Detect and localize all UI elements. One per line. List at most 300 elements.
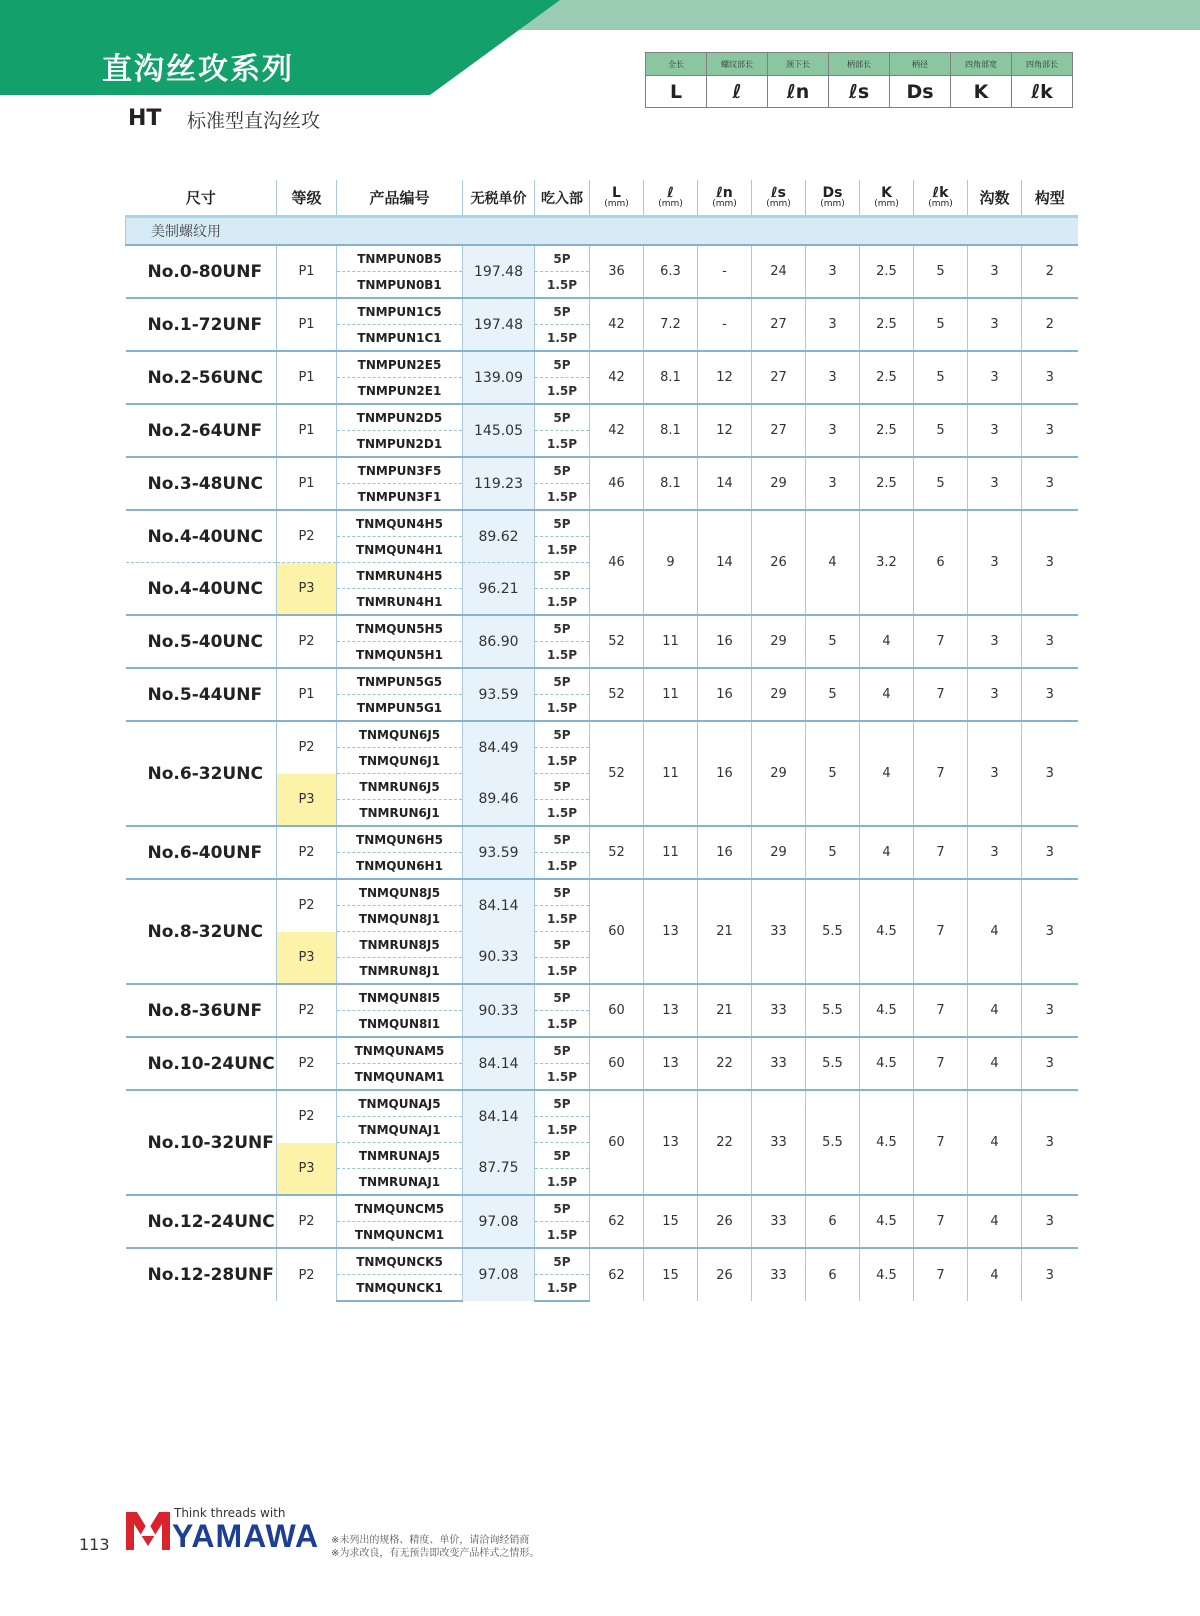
table-row [126,1090,1078,1117]
size-cell: No.2-56UNC [126,351,277,404]
dim-K: 2.5 [860,457,914,510]
dim-Ds: 5.5 [806,984,860,1037]
dim-L: 62 [590,1248,644,1301]
dim-Ds: 3 [806,404,860,457]
part-number: TNMRUN8J1 [337,958,463,985]
flutes-cell: 3 [968,245,1022,298]
grade-cell: P3 [277,1143,337,1196]
size-cell: No.10-32UNF [126,1090,277,1195]
bite-cell: 5P [535,298,590,325]
dim-lk: 7 [914,668,968,721]
part-number: TNMQUNAJ1 [337,1117,463,1143]
flutes-cell: 3 [968,668,1022,721]
grade-cell: P1 [277,404,337,457]
table-row [126,1248,1078,1275]
bite-cell: 1.5P [535,695,590,722]
dim-K: 4.5 [860,1195,914,1248]
price-cell: 197.48 [463,245,535,298]
type-cell: 3 [1022,1037,1078,1090]
flutes-cell: 4 [968,1037,1022,1090]
bite-cell: 1.5P [535,431,590,458]
part-number: TNMQUNAM5 [337,1037,463,1064]
part-number: TNMQUN5H5 [337,615,463,642]
table-row [126,351,1078,378]
type-cell: 3 [1022,1248,1078,1301]
part-number: TNMQUNCM1 [337,1222,463,1249]
dim-K: 4.5 [860,1248,914,1301]
table-row [126,457,1078,484]
part-number: TNMQUN8I1 [337,1011,463,1038]
price-cell: 90.33 [463,932,535,985]
header-grade: 等级 [277,180,337,217]
dim-ls: 29 [752,826,806,879]
dim-lk: 7 [914,1248,968,1301]
flutes-cell: 4 [968,1248,1022,1301]
part-number: TNMPUN2E5 [337,351,463,378]
dim-ln: 26 [698,1195,752,1248]
grade-cell: P2 [277,510,337,563]
dim-ls: 33 [752,1037,806,1090]
part-number: TNMRUNAJ5 [337,1143,463,1169]
part-number: TNMQUNAM1 [337,1064,463,1091]
part-number: TNMQUN5H1 [337,642,463,669]
dim-ln: 22 [698,1090,752,1195]
dim-l: 6.3 [644,245,698,298]
part-number: TNMQUN6H5 [337,826,463,853]
size-cell: No.4-40UNC [126,563,277,616]
dim-lk: 7 [914,984,968,1037]
dim-l: 15 [644,1195,698,1248]
yamawa-logo-icon [126,1512,170,1550]
bite-cell: 1.5P [535,748,590,774]
type-cell: 3 [1022,826,1078,879]
bite-cell: 5P [535,1037,590,1064]
flutes-cell: 3 [968,298,1022,351]
part-number: TNMPUN0B5 [337,245,463,272]
dim-K: 4 [860,615,914,668]
bite-cell: 1.5P [535,1011,590,1038]
grade-cell: P3 [277,932,337,985]
part-number: TNMQUNAJ5 [337,1090,463,1117]
dim-l: 11 [644,826,698,879]
bite-cell: 5P [535,1090,590,1117]
dim-K: 4 [860,721,914,826]
part-number: TNMPUN2D1 [337,431,463,458]
dim-Ds: 3 [806,457,860,510]
size-cell: No.5-40UNC [126,615,277,668]
type-cell: 3 [1022,457,1078,510]
bite-cell: 1.5P [535,1275,590,1302]
dim-K: 4.5 [860,1037,914,1090]
flutes-cell: 3 [968,510,1022,615]
spec-table [125,180,1078,1302]
dim-L: 42 [590,351,644,404]
part-number: TNMQUN6H1 [337,853,463,880]
page-number: 113 [79,1535,110,1554]
dim-l: 13 [644,1090,698,1195]
flutes-cell: 3 [968,721,1022,826]
dim-lk: 5 [914,298,968,351]
table-row [126,826,1078,853]
bite-cell: 1.5P [535,958,590,985]
price-cell: 145.05 [463,404,535,457]
dim-ls: 27 [752,404,806,457]
dim-ln: 16 [698,668,752,721]
part-number: TNMRUN6J5 [337,774,463,800]
dim-Ds: 4 [806,510,860,615]
bite-cell: 1.5P [535,325,590,352]
price-cell: 86.90 [463,615,535,668]
table-row [126,245,1078,272]
part-number: TNMRUN4H5 [337,563,463,589]
bite-cell: 1.5P [535,800,590,827]
type-cell: 3 [1022,721,1078,826]
table-row [126,298,1078,325]
header-price: 无税单价 [463,180,535,217]
bite-cell: 5P [535,1143,590,1169]
dim-l: 13 [644,984,698,1037]
bite-cell: 5P [535,457,590,484]
grade-cell: P1 [277,351,337,404]
grade-cell: P1 [277,668,337,721]
legend-symbol: K [951,76,1012,108]
grade-cell: P2 [277,1090,337,1143]
header-L: L (mm) [590,180,644,217]
table-row [126,1037,1078,1064]
dim-L: 52 [590,826,644,879]
dim-K: 4.5 [860,879,914,984]
price-cell: 84.14 [463,879,535,932]
size-cell: No.1-72UNF [126,298,277,351]
dim-Ds: 3 [806,351,860,404]
dim-L: 60 [590,984,644,1037]
bite-cell: 1.5P [535,272,590,299]
header-type: 构型 [1022,180,1078,217]
legend-label: 柄部长 [829,53,890,76]
legend-symbol: Ds [890,76,951,108]
legend-symbol: ℓs [829,76,890,108]
dim-ln: 26 [698,1248,752,1301]
dim-lk: 7 [914,879,968,984]
price-cell: 93.59 [463,668,535,721]
header-bite: 吃入部 [535,180,590,217]
bite-cell: 1.5P [535,642,590,669]
bite-cell: 1.5P [535,1169,590,1196]
bite-cell: 1.5P [535,537,590,563]
dim-L: 52 [590,721,644,826]
dim-ln: 14 [698,510,752,615]
type-cell: 3 [1022,668,1078,721]
size-cell: No.0-80UNF [126,245,277,298]
dim-l: 11 [644,615,698,668]
footer-note: ※未列出的规格、精度、单价，请洽询经销商 [331,1535,530,1546]
part-number: TNMQUNCK1 [337,1275,463,1302]
header-flutes: 沟数 [968,180,1022,217]
price-cell: 139.09 [463,351,535,404]
dim-ln: 14 [698,457,752,510]
part-number: TNMRUN8J5 [337,932,463,958]
part-number: TNMPUN1C1 [337,325,463,352]
series-name: 标准型直沟丝攻 [187,110,321,132]
part-number: TNMRUN4H1 [337,589,463,616]
bite-cell: 5P [535,351,590,378]
dim-Ds: 5 [806,721,860,826]
dim-l: 7.2 [644,298,698,351]
part-number: TNMPUN3F5 [337,457,463,484]
dim-l: 9 [644,510,698,615]
bite-cell: 5P [535,932,590,958]
part-number: TNMQUN4H5 [337,510,463,537]
table-row [126,984,1078,1011]
dim-ls: 33 [752,984,806,1037]
dim-l: 11 [644,668,698,721]
price-cell: 119.23 [463,457,535,510]
dim-lk: 7 [914,721,968,826]
flutes-cell: 3 [968,404,1022,457]
price-cell: 89.62 [463,510,535,563]
flutes-cell: 3 [968,457,1022,510]
bite-cell: 5P [535,984,590,1011]
size-cell: No.8-32UNC [126,879,277,984]
bite-cell: 5P [535,879,590,906]
part-number: TNMQUNCK5 [337,1248,463,1275]
size-cell: No.4-40UNC [126,510,277,563]
series-code: HT [128,106,162,131]
type-cell: 2 [1022,298,1078,351]
dim-ln: 22 [698,1037,752,1090]
part-number: TNMPUN2E1 [337,378,463,405]
dim-L: 62 [590,1195,644,1248]
bite-cell: 5P [535,774,590,800]
dim-L: 36 [590,245,644,298]
bite-cell: 5P [535,1195,590,1222]
dim-Ds: 3 [806,298,860,351]
part-number: TNMQUN6J1 [337,748,463,774]
part-number: TNMPUN2D5 [337,404,463,431]
dim-K: 2.5 [860,245,914,298]
flutes-cell: 4 [968,879,1022,984]
legend-label: 四角部宽 [951,53,1012,76]
price-cell: 93.59 [463,826,535,879]
dim-Ds: 5.5 [806,1090,860,1195]
part-number: TNMQUNCM5 [337,1195,463,1222]
size-cell: No.5-44UNF [126,668,277,721]
price-cell: 89.46 [463,774,535,827]
dim-ln: - [698,298,752,351]
price-cell: 96.21 [463,563,535,616]
dim-ls: 33 [752,879,806,984]
grade-cell: P2 [277,721,337,774]
price-cell: 90.33 [463,984,535,1037]
size-cell: No.12-24UNC [126,1195,277,1248]
bite-cell: 5P [535,668,590,695]
part-number: TNMRUNAJ1 [337,1169,463,1196]
type-cell: 3 [1022,351,1078,404]
price-cell: 97.08 [463,1195,535,1248]
dim-ln: 12 [698,404,752,457]
part-number: TNMPUN5G5 [337,668,463,695]
dim-ln: 16 [698,721,752,826]
dim-lk: 7 [914,1090,968,1195]
bite-cell: 1.5P [535,853,590,880]
header-K: K (mm) [860,180,914,217]
dim-K: 4.5 [860,984,914,1037]
grade-cell: P2 [277,1248,337,1301]
size-cell: No.6-32UNC [126,721,277,826]
bite-cell: 1.5P [535,1064,590,1091]
legend-symbol: ℓk [1012,76,1073,108]
legend-symbol: ℓn [768,76,829,108]
section-label: 美制螺纹用 [126,217,1078,246]
table-row [126,879,1078,906]
bite-cell: 5P [535,245,590,272]
grade-cell: P2 [277,879,337,932]
dim-ls: 26 [752,510,806,615]
brand-name: YAMAWA [172,1518,320,1554]
part-number: TNMQUN4H1 [337,537,463,563]
dim-l: 8.1 [644,457,698,510]
dim-L: 60 [590,1037,644,1090]
size-cell: No.8-36UNF [126,984,277,1037]
header-lk: ℓk (mm) [914,180,968,217]
grade-cell: P1 [277,457,337,510]
dim-ln: - [698,245,752,298]
dim-lk: 5 [914,457,968,510]
dim-K: 4 [860,668,914,721]
flutes-cell: 4 [968,1090,1022,1195]
dim-ln: 16 [698,826,752,879]
dim-Ds: 5.5 [806,879,860,984]
price-cell: 97.08 [463,1248,535,1301]
footer-note: ※为求改良，有无预告即改变产品样式之情形。 [331,1548,540,1559]
dim-l: 13 [644,1037,698,1090]
bite-cell: 5P [535,404,590,431]
dim-L: 42 [590,298,644,351]
dim-l: 11 [644,721,698,826]
table-row [126,615,1078,642]
header-ln: ℓn (mm) [698,180,752,217]
dim-K: 4 [860,826,914,879]
dim-ls: 29 [752,721,806,826]
legend-label: 柄径 [890,53,951,76]
grade-cell: P1 [277,298,337,351]
legend-label: 颈下长 [768,53,829,76]
dim-l: 8.1 [644,351,698,404]
size-cell: No.3-48UNC [126,457,277,510]
bite-cell: 5P [535,721,590,748]
page-title: 直沟丝攻系列 [102,52,294,87]
type-cell: 3 [1022,879,1078,984]
type-cell: 3 [1022,1090,1078,1195]
dim-L: 42 [590,404,644,457]
dim-ls: 24 [752,245,806,298]
part-number: TNMPUN0B1 [337,272,463,299]
part-number: TNMQUN8J1 [337,906,463,932]
legend-label: 四角部长 [1012,53,1073,76]
part-number: TNMQUN8J5 [337,879,463,906]
part-number: TNMQUN6J5 [337,721,463,748]
dim-l: 13 [644,879,698,984]
table-row [126,404,1078,431]
size-cell: No.2-64UNF [126,404,277,457]
type-cell: 2 [1022,245,1078,298]
part-number: TNMQUN8I5 [337,984,463,1011]
header-l: ℓ (mm) [644,180,698,217]
size-cell: No.10-24UNC [126,1037,277,1090]
grade-cell: P3 [277,774,337,827]
dim-ls: 33 [752,1195,806,1248]
dimension-legend [645,52,1073,108]
part-number: TNMRUN6J1 [337,800,463,827]
type-cell: 3 [1022,404,1078,457]
dim-ls: 29 [752,457,806,510]
bite-cell: 1.5P [535,378,590,405]
dim-K: 2.5 [860,351,914,404]
type-cell: 3 [1022,984,1078,1037]
part-number: TNMPUN1C5 [337,298,463,325]
dim-L: 46 [590,510,644,615]
part-number: TNMPUN3F1 [337,484,463,511]
flutes-cell: 3 [968,615,1022,668]
size-cell: No.6-40UNF [126,826,277,879]
price-cell: 197.48 [463,298,535,351]
dim-Ds: 3 [806,245,860,298]
header-ls: ℓs (mm) [752,180,806,217]
price-cell: 84.14 [463,1037,535,1090]
grade-cell: P3 [277,563,337,616]
bite-cell: 5P [535,510,590,537]
legend-symbol: L [646,76,707,108]
dim-K: 2.5 [860,404,914,457]
dim-ls: 33 [752,1248,806,1301]
dim-Ds: 6 [806,1248,860,1301]
table-row [126,668,1078,695]
bite-cell: 1.5P [535,484,590,511]
dim-lk: 7 [914,1037,968,1090]
grade-cell: P2 [277,1037,337,1090]
dim-ln: 12 [698,351,752,404]
type-cell: 3 [1022,615,1078,668]
dim-lk: 7 [914,1195,968,1248]
dim-l: 8.1 [644,404,698,457]
dim-ln: 21 [698,879,752,984]
header-size: 尺寸 [185,189,216,207]
type-cell: 3 [1022,510,1078,615]
grade-cell: P1 [277,245,337,298]
price-cell: 87.75 [463,1143,535,1196]
bite-cell: 5P [535,563,590,589]
grade-cell: P2 [277,1195,337,1248]
flutes-cell: 3 [968,826,1022,879]
dim-K: 3.2 [860,510,914,615]
flutes-cell: 4 [968,1195,1022,1248]
dim-lk: 7 [914,615,968,668]
grade-cell: P2 [277,615,337,668]
dim-ls: 33 [752,1090,806,1195]
dim-L: 52 [590,668,644,721]
bite-cell: 1.5P [535,1117,590,1143]
grade-cell: P2 [277,826,337,879]
table-row [126,510,1078,537]
part-number: TNMPUN5G1 [337,695,463,722]
bite-cell: 5P [535,826,590,853]
dim-ln: 16 [698,615,752,668]
dim-ls: 29 [752,668,806,721]
dim-Ds: 5 [806,826,860,879]
dim-lk: 5 [914,404,968,457]
dim-lk: 7 [914,826,968,879]
bite-cell: 1.5P [535,589,590,616]
